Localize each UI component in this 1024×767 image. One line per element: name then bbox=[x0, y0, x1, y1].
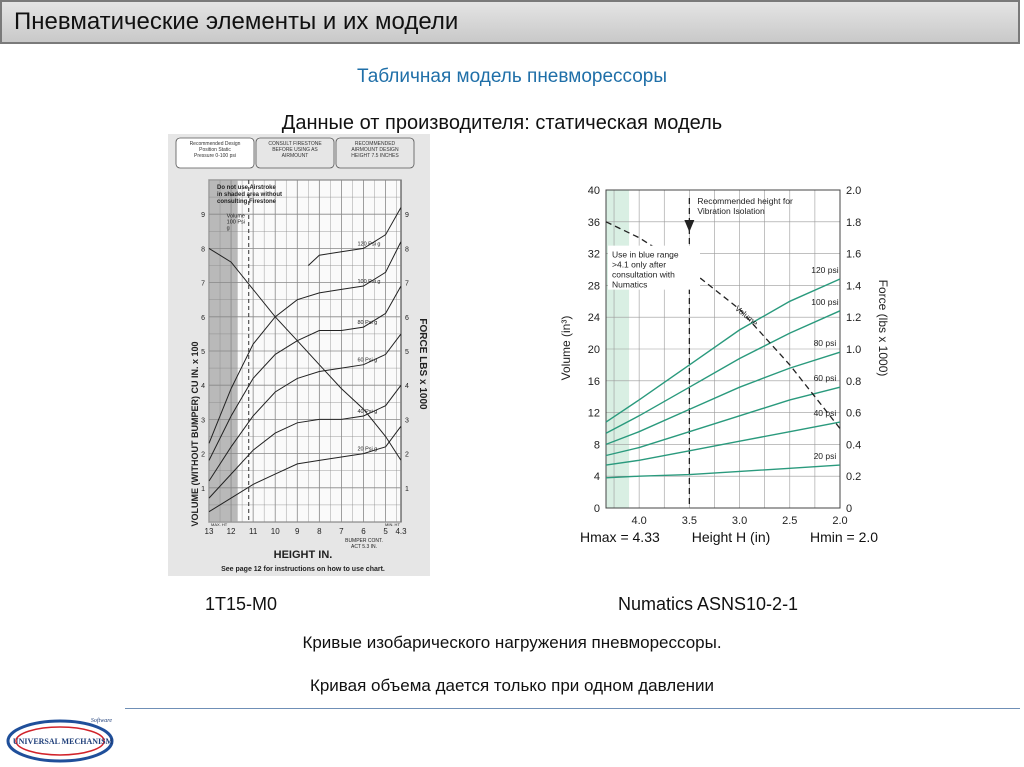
caption-left: 1T15-M0 bbox=[205, 594, 278, 614]
chart-left-series-label: g bbox=[226, 225, 230, 232]
chart-right-arrow-icon bbox=[684, 220, 694, 232]
chart-right-xtick: 2.0 bbox=[832, 515, 848, 527]
chart-left-bumper-label: BUMPER CONT. bbox=[345, 538, 383, 544]
chart-right-ytick-left: 24 bbox=[587, 312, 600, 325]
chart-left-ytick-label-right: 6 bbox=[405, 314, 409, 322]
chart-right-force-line bbox=[606, 465, 840, 478]
chart-right-hmin: Hmin = 2.0 bbox=[810, 529, 879, 545]
chart-right-ytick-right: 0.6 bbox=[846, 407, 862, 420]
chart-left-ytick-label: 2 bbox=[201, 451, 205, 459]
chart-left-header-text: HEIGHT 7.5 INCHES bbox=[351, 153, 399, 159]
chart-right-xlabel: Height H (in) bbox=[691, 529, 771, 545]
chart-right-ytick-left: 12 bbox=[587, 407, 600, 420]
chart-right-series-label: 60 psi bbox=[813, 373, 837, 384]
chart-left-ytick-label-right: 5 bbox=[405, 349, 409, 356]
chart-left-header-text: CONSULT FIRESTONE bbox=[268, 141, 322, 147]
chart-right-xtick: 3.5 bbox=[681, 515, 698, 527]
chart-right-ytick-right: 1.4 bbox=[846, 280, 862, 293]
chart-left-xtick-label: 5 bbox=[383, 527, 388, 536]
chart-left-ytick-label: 5 bbox=[201, 349, 205, 356]
chart-left-ytick-label-right: 4 bbox=[405, 383, 409, 391]
chart-left-ytick-label: 9 bbox=[201, 212, 205, 220]
chart-left-xtick-label: 10 bbox=[270, 527, 280, 536]
chart-left-xtick-label: 9 bbox=[295, 527, 300, 536]
chart-right-ylabel-right: Force (lbs x 1000) bbox=[876, 279, 890, 377]
chart-1t15 bbox=[168, 134, 430, 576]
chart-right-ytick-right: 0.8 bbox=[846, 375, 862, 388]
chart-left-xtick-label: 7 bbox=[339, 527, 344, 536]
chart-right-force-line bbox=[606, 422, 840, 465]
footer-rule bbox=[125, 708, 1020, 709]
chart-left-series-label: 100 Psi g bbox=[357, 279, 381, 286]
chart-right-series-label: 20 psi bbox=[813, 451, 837, 462]
chart-left-series-label: Volume bbox=[226, 213, 246, 220]
chart-left-ytick-label-right: 1 bbox=[405, 485, 409, 493]
chart-right-ytick-left: 40 bbox=[587, 185, 600, 197]
chart-right-series-label: 100 psi bbox=[811, 296, 839, 307]
chart-left-ytick-label-right: 9 bbox=[405, 212, 409, 220]
chart-right-xtick: 3.0 bbox=[731, 515, 748, 527]
chart-left-header-text: AIRMOUNT bbox=[281, 153, 309, 159]
chart-right-xtick: 4.0 bbox=[631, 515, 647, 527]
chart-left-ylabel: VOLUME (WITHOUT BUMPER) CU IN. x 100 bbox=[190, 341, 200, 527]
chart-right-note-text: consultation with bbox=[612, 269, 675, 280]
chart-right-ytick-right: 0.4 bbox=[846, 439, 862, 452]
universal-mechanism-logo bbox=[0, 712, 126, 767]
chart-left-min-label: MAX. HT bbox=[211, 522, 228, 527]
slide-header-title: Пневматические элементы и их модели bbox=[14, 8, 459, 35]
chart-left-ytick-label: 8 bbox=[201, 246, 205, 254]
chart-right-xtick: 2.5 bbox=[782, 515, 798, 527]
chart-right-ytick-left: 28 bbox=[587, 280, 600, 293]
chart-left-xtick-label: 12 bbox=[226, 527, 236, 536]
chart-right-note-text: Numatics bbox=[612, 279, 648, 290]
chart-left-ytick-label-right: 8 bbox=[405, 246, 409, 254]
chart-right-force-line bbox=[606, 279, 840, 422]
chart-right-ytick-right: 1.0 bbox=[846, 344, 862, 356]
chart-left-ytick-label: 1 bbox=[201, 485, 205, 493]
chart-right-ytick-right: 0.2 bbox=[846, 471, 862, 484]
chart-right-ylabel-left: Volume (in³) bbox=[559, 315, 573, 381]
footer-line-1: Кривые изобарического нагружения пневморессоры. bbox=[302, 633, 722, 652]
chart-left-ytick-label: 4 bbox=[201, 383, 205, 391]
chart-left-series-label: 80 Psi g bbox=[357, 320, 378, 327]
caption-right: Numatics ASNS10-2-1 bbox=[618, 594, 799, 614]
chart-left-xtick-label: 6 bbox=[361, 527, 366, 536]
chart-left-series-label: 20 Psi g bbox=[357, 446, 378, 453]
chart-right-series-label: 80 psi bbox=[813, 338, 837, 349]
chart-right-recommended-label: Vibration Isolation bbox=[697, 206, 765, 216]
chart-right-series-label: 120 psi bbox=[811, 265, 839, 276]
chart-left-xtick-label: 13 bbox=[204, 527, 214, 536]
chart-left-series-label: 40 Psi g bbox=[357, 408, 378, 415]
chart-right-force-line bbox=[606, 387, 840, 455]
chart-right-ytick-left: 36 bbox=[587, 216, 600, 229]
chart-left-header-text: Position Static bbox=[199, 147, 231, 153]
chart-left-series-label: 60 Psi g bbox=[357, 357, 378, 364]
chart-right-ytick-right: 1.2 bbox=[846, 312, 862, 325]
logo-tag: Software bbox=[90, 718, 112, 724]
slide-heading: Данные от производителя: статическая модель bbox=[281, 112, 723, 134]
chart-left-series-label: 120 Psi g bbox=[357, 241, 381, 248]
chart-left-header-text: BEFORE USING AS bbox=[272, 147, 318, 153]
chart-left-ytick-label-right: 3 bbox=[405, 417, 409, 425]
chart-left-bumper-label: ACT 5.3 IN. bbox=[350, 544, 378, 550]
chart-left-max-label: MIN. HT bbox=[385, 522, 400, 527]
chart-right-ytick-left: 8 bbox=[593, 439, 600, 452]
title-bar bbox=[0, 0, 1020, 44]
chart-left-header-text: Pressure 0-100 psi bbox=[194, 153, 236, 159]
chart-left-ytick-label: 3 bbox=[201, 417, 205, 425]
chart-left-warning: Do not use Airstroke bbox=[217, 185, 276, 191]
chart-left-xtick-label: 8 bbox=[317, 527, 322, 536]
chart-left-xlabel: HEIGHT IN. bbox=[273, 549, 333, 561]
chart-left-ytick-label: 6 bbox=[201, 314, 205, 322]
slide-subtitle: Табличная модель пневморессоры bbox=[356, 66, 668, 87]
chart-left-ytick-label-right: 2 bbox=[405, 451, 409, 459]
chart-left-series-label: 100 Psi bbox=[226, 219, 246, 226]
chart-right-series-label: 40 psi bbox=[813, 408, 837, 419]
chart-right-note-text: >4.1 only after bbox=[612, 259, 667, 270]
chart-right-hmax: Hmax = 4.33 bbox=[580, 529, 660, 545]
footer-line-2: Кривая объема дается только при одном давлении bbox=[309, 676, 715, 695]
chart-left-header-text: RECOMMENDED bbox=[354, 141, 396, 147]
chart-right-series-label: Volume bbox=[733, 303, 760, 328]
chart-left-ytick-label: 7 bbox=[201, 280, 205, 288]
chart-left-xtick-label: 4.3 bbox=[395, 527, 407, 536]
chart-left-header-text: AIRMOUNT DESIGN bbox=[351, 147, 399, 153]
chart-right-ytick-right: 0 bbox=[846, 503, 853, 515]
chart-right-ytick-left: 0 bbox=[593, 503, 600, 515]
chart-right-ytick-left: 20 bbox=[587, 344, 600, 356]
chart-left-xtick-label: 11 bbox=[248, 527, 258, 536]
chart-left-header-text: Recommended Design bbox=[189, 141, 241, 147]
chart-right-note-text: Use in blue range bbox=[612, 249, 679, 260]
chart-right-ytick-left: 16 bbox=[587, 375, 600, 388]
chart-right-ytick-left: 32 bbox=[587, 248, 600, 261]
chart-right-ytick-left: 4 bbox=[593, 471, 600, 484]
chart-numatics bbox=[548, 178, 888, 548]
chart-left-warning: in shaded area without bbox=[217, 192, 283, 198]
chart-right-force-line bbox=[606, 311, 840, 434]
chart-left-warning: consulting Firestone bbox=[217, 199, 277, 205]
logo-text: UNIVERSAL MECHANISM bbox=[12, 737, 114, 746]
chart-left-ytick-label-right: 7 bbox=[405, 280, 409, 288]
chart-left-grid bbox=[209, 180, 401, 522]
chart-right-ytick-right: 2.0 bbox=[846, 185, 862, 197]
chart-left-ylabel-right: FORCE LBS x 1000 bbox=[417, 318, 428, 410]
chart-right-ytick-right: 1.8 bbox=[846, 216, 862, 229]
chart-right-ytick-right: 1.6 bbox=[846, 248, 862, 261]
chart-right-recommended-label: Recommended height for bbox=[697, 196, 793, 206]
chart-left-note: See page 12 for instructions on how to use chart. bbox=[221, 566, 385, 573]
